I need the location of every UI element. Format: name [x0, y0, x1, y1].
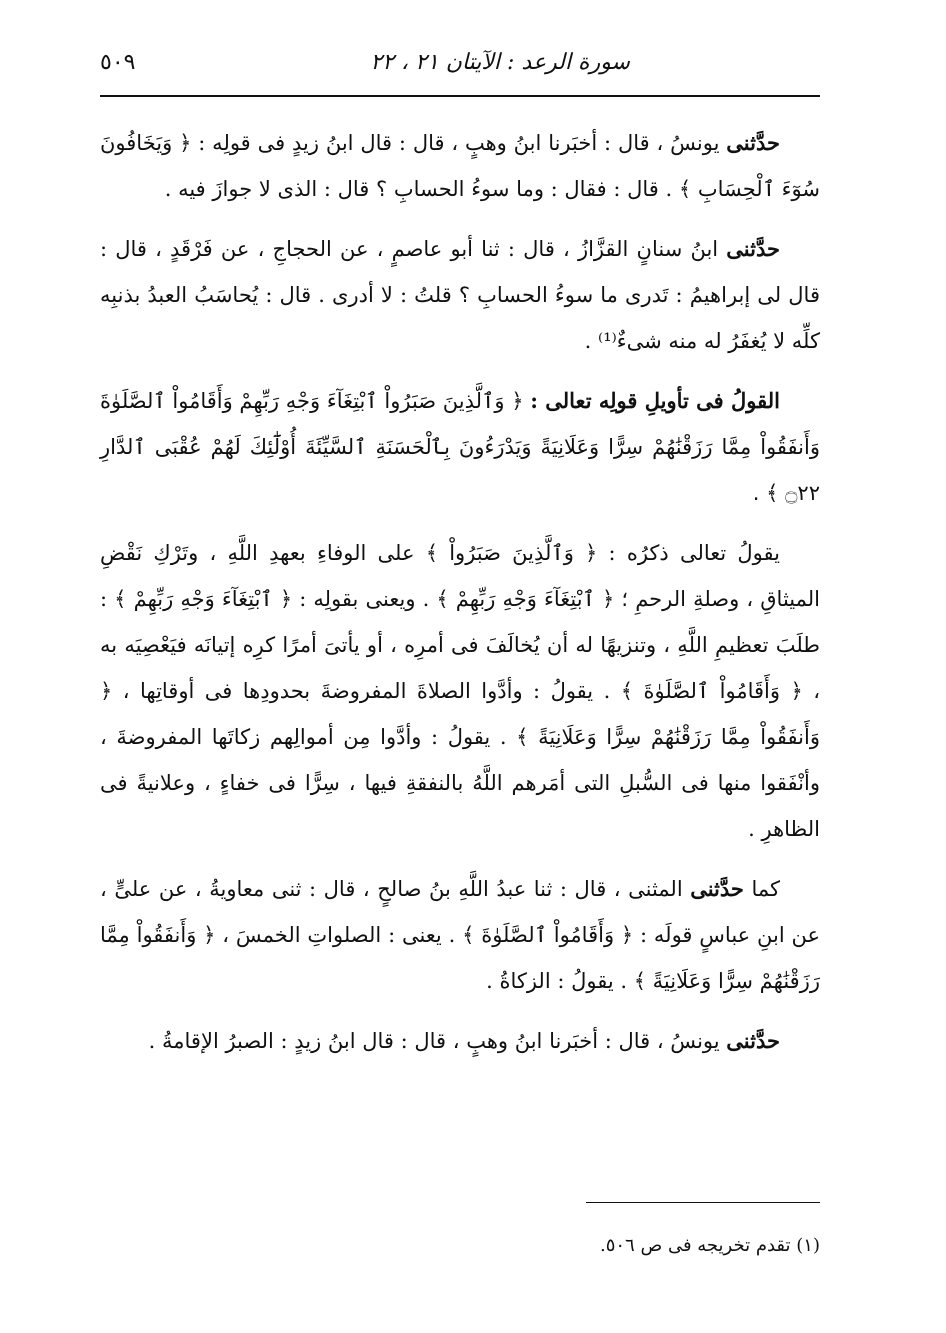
- footnote-rule: [586, 1202, 820, 1203]
- narration-lead: حدَّثنى: [690, 876, 744, 901]
- section-heading: القولُ فى تأويلِ قولِه تعالى :: [530, 388, 780, 413]
- paragraph-text: يونسُ ، قال : أخبَرنا ابنُ وهبٍ ، قال : قال ابنُ زيدٍ فى قولِه : ﴿ وَيَخَافُونَ سُوٓءَ ٱلْحِسَابِ ﴾ . قال : فقال : وما سوءُ الحسابِ ؟ قال : الذى لا جوازَ فيه .: [100, 131, 820, 201]
- narration-lead: حدَّثنى: [726, 1028, 780, 1053]
- paragraph-1: [100, 120, 820, 212]
- paragraph-4-commentary: [100, 530, 820, 852]
- paragraph-3-verse-heading: [100, 378, 820, 516]
- paragraph-5: [100, 866, 820, 1004]
- narration-lead: حدَّثنى: [726, 130, 780, 155]
- narration-lead: حدَّثنى: [726, 236, 780, 261]
- narration-prefix: كما: [743, 877, 780, 901]
- paragraph-text: يقولُ تعالى ذكرُه : ﴿ وَٱلَّذِينَ صَبَرُواْ ﴾ على الوفاءِ بعهدِ اللَّهِ ، وتَرْكِ نَقْضِ الميثاقِ ، وصلةِ الرحمِ ؛ ﴿ ٱبْتِغَآءَ وَجْهِ رَبِّهِمْ ﴾ . ويعنى بقولِه : ﴿ ٱبْتِغَآءَ وَجْهِ رَبِّهِمْ ﴾ : طلَبَ تعظيمِ اللَّهِ ، وتنزيهًا له أن يُخالَفَ فى أمرِه ، أو يأتىَ أمرًا كرِه إتيانَه فيَعْصِيَه به ، ﴿ وَأَقَامُواْ ٱلصَّلَوٰةَ ﴾ . يقولُ : وأدَّوا الصلاةَ المفروضةَ بحدودِها فى أوقاتِها ، ﴿ وَأَنفَقُواْ مِمَّا رَزَقْنَٰهُمْ سِرًّا وَعَلَانِيَةً ﴾ . يقولُ : وأدَّوا مِن أموالِهم زكاتَها المفروضةَ ، وأنْفَقوا منها فى السُّبلِ التى أمَرهم اللَّهُ بالنفقةِ فيها ، سِرًّا فى خفاءٍ ، وعلانيةً فى الظاهرِ .: [100, 541, 820, 841]
- paragraph-text: يونسُ ، قال : أخبَرنا ابنُ وهبٍ ، قال : قال ابنُ زيدٍ : الصبرُ الإقامةُ .: [148, 1029, 727, 1053]
- running-header: [100, 44, 820, 84]
- running-title: سورة الرعد : الآيتان ٢١ ، ٢٢: [370, 50, 630, 75]
- quran-verse: ﴿ وَٱلَّذِينَ صَبَرُواْ ٱبْتِغَآءَ وَجْهِ رَبِّهِمْ وَأَقَامُواْ ٱلصَّلَوٰةَ وَأَنفَقُواْ مِمَّا رَزَقْنَٰهُمْ سِرًّا وَعَلَانِيَةً وَيَدْرَءُونَ بِٱلْحَسَنَةِ ٱلسَّيِّئَةَ أُوْلَٰٓئِكَ لَهُمْ عُقْبَى ٱلدَّارِ ۝٢٢ ﴾ .: [100, 389, 820, 505]
- paragraph-6: [100, 1018, 820, 1064]
- paragraph-text: المثنى ، قال : ثنا عبدُ اللَّهِ بنُ صالحٍ ، قال : ثنى معاويةُ ، عن علىٍّ ، عن ابنِ عباسٍ قولَه : ﴿ وَأَقَامُواْ ٱلصَّلَوٰةَ ﴾ . يعنى : الصلواتِ الخمسَ ، ﴿ وَأَنفَقُواْ مِمَّا رَزَقْنَٰهُمْ سِرًّا وَعَلَانِيَةً ﴾ . يقولُ : الزكاةُ .: [100, 877, 820, 993]
- page-number: ٥٠٩: [100, 50, 136, 75]
- main-text: [100, 120, 820, 1078]
- header-rule: [100, 95, 820, 97]
- footnote: (١) تقدم تخريجه فى ص ٥٠٦.: [599, 1235, 820, 1256]
- paragraph-text: ابنُ سنانٍ القزَّازُ ، قال : ثنا أبو عاصمٍ ، عن الحجاجِ ، عن فَرْقَدٍ ، قال : قال لى إبراهيمُ : تَدرى ما سوءُ الحسابِ ؟ قلتُ : لا أدرى . قال : يُحاسَبُ العبدُ بذنبِه كلِّه لا يُغفَرُ له منه شىءٌ⁽¹⁾ .: [100, 237, 820, 353]
- paragraph-2: [100, 226, 820, 364]
